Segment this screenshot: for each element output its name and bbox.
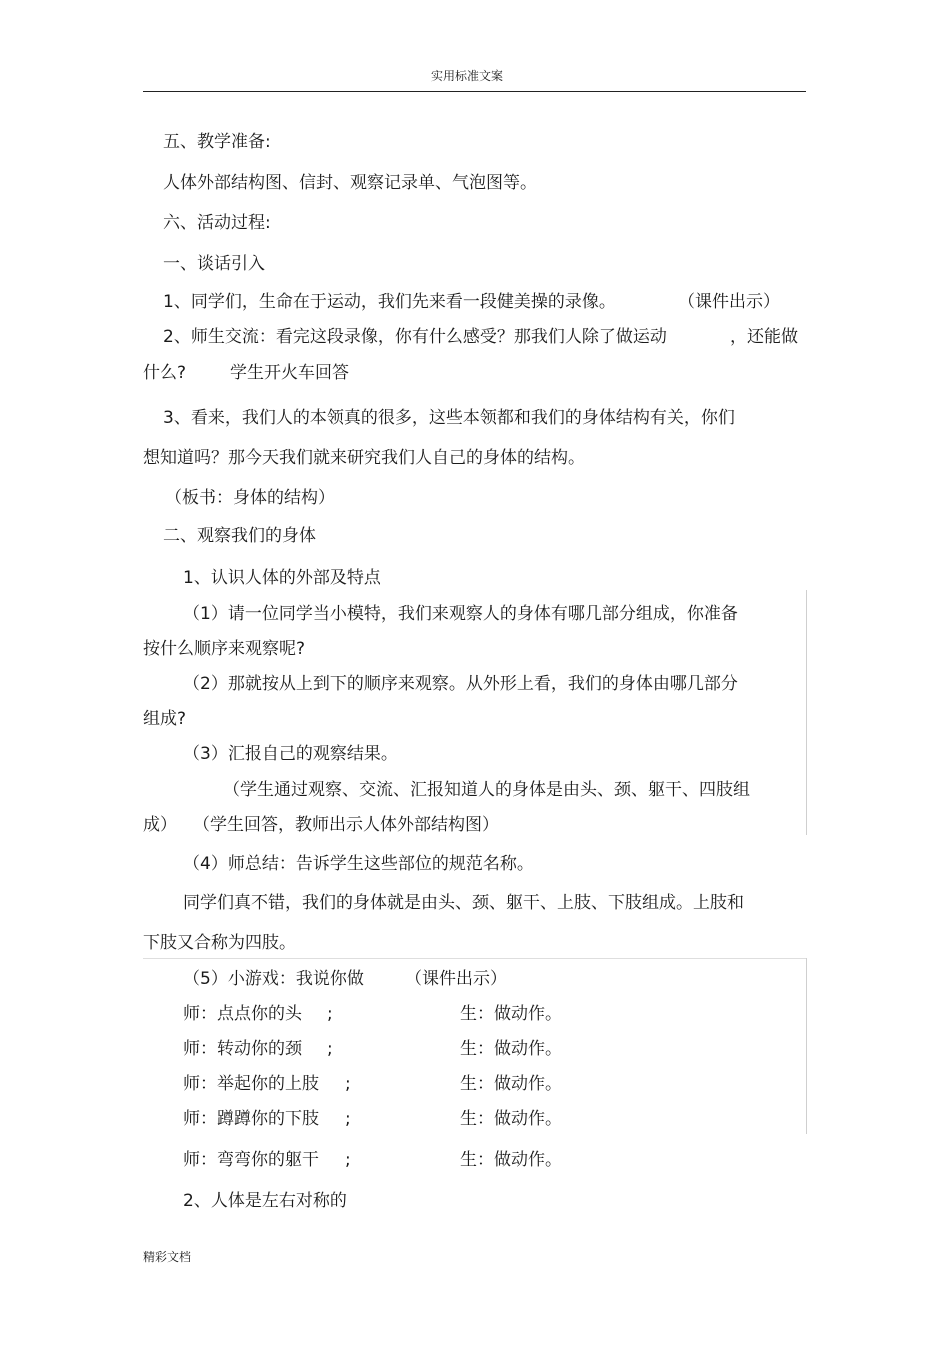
paragraph: 按什么顺序来观察呢? <box>143 639 306 659</box>
frame-line-right-2 <box>806 958 807 1134</box>
paragraph: （2）那就按从上到下的顺序来观察。从外形上看，我们的身体由哪几部分 <box>183 674 738 694</box>
paragraph: 成） <box>143 815 177 835</box>
game-separator: ; <box>345 1109 351 1129</box>
header-rule <box>143 91 806 92</box>
game-student-line: 生：做动作。 <box>460 1074 562 1094</box>
paragraph: 下肢又合称为四肢。 <box>143 933 296 953</box>
paragraph-note: （课件出示） <box>678 292 780 312</box>
game-teacher-line: 师：蹲蹲你的下肢 <box>183 1109 319 1129</box>
paragraph: 2、师生交流：看完这段录像，你有什么感受？那我们人除了做运动 <box>163 327 667 347</box>
game-student-line: 生：做动作。 <box>460 1039 562 1059</box>
paragraph: 人体外部结构图、信封、观察记录单、气泡图等。 <box>163 173 537 193</box>
frame-line-top-2 <box>143 958 806 959</box>
paragraph: 同学们真不错，我们的身体就是由头、颈、躯干、上肢、下肢组成。上肢和 <box>183 893 744 913</box>
game-student-line: 生：做动作。 <box>460 1150 562 1170</box>
paragraph: （3）汇报自己的观察结果。 <box>183 744 398 764</box>
sub-heading: 1、认识人体的外部及特点 <box>183 568 381 588</box>
game-teacher-line: 师：点点你的头 <box>183 1004 302 1024</box>
paragraph: 想知道吗？那今天我们就来研究我们人自己的身体的结构。 <box>143 448 585 468</box>
game-separator: ; <box>327 1039 333 1059</box>
game-separator: ; <box>345 1074 351 1094</box>
game-separator: ; <box>345 1150 351 1170</box>
sub-heading: 2、人体是左右对称的 <box>183 1191 347 1211</box>
section-heading-prep: 五、教学准备: <box>163 132 271 152</box>
game-teacher-line: 师：弯弯你的躯干 <box>183 1150 319 1170</box>
game-teacher-line: 师：举起你的上肢 <box>183 1074 319 1094</box>
paragraph: ，还能做 <box>730 327 798 347</box>
paragraph: （板书：身体的结构） <box>165 488 335 508</box>
paragraph: 1、同学们，生命在于运动，我们先来看一段健美操的录像。 <box>163 292 616 312</box>
frame-line-right-1 <box>806 590 807 835</box>
paragraph: （4）师总结：告诉学生这些部位的规范名称。 <box>183 854 534 874</box>
section-heading-process: 六、活动过程: <box>163 213 271 233</box>
section-heading: 二、观察我们的身体 <box>163 526 316 546</box>
footer-text: 精彩文档 <box>143 1250 192 1264</box>
game-student-line: 生：做动作。 <box>460 1004 562 1024</box>
paragraph: 什么? <box>143 363 187 383</box>
header-title: 实用标准文案 <box>431 69 504 83</box>
paragraph: 3、看来，我们人的本领真的很多，这些本领都和我们的身体结构有关，你们 <box>163 408 735 428</box>
paragraph: （1）请一位同学当小模特，我们来观察人的身体有哪几部分组成，你准备 <box>183 604 738 624</box>
game-heading: （5）小游戏：我说你做 <box>183 969 364 989</box>
paragraph: （学生通过观察、交流、汇报知道人的身体是由头、颈、躯干、四肢组 <box>223 780 750 800</box>
game-separator: ; <box>327 1004 333 1024</box>
game-teacher-line: 师：转动你的颈 <box>183 1039 302 1059</box>
paragraph: 组成? <box>143 709 187 729</box>
game-student-line: 生：做动作。 <box>460 1109 562 1129</box>
game-note: （课件出示） <box>405 969 507 989</box>
paragraph: 学生开火车回答 <box>230 363 349 383</box>
paragraph: （学生回答，教师出示人体外部结构图） <box>193 815 499 835</box>
section-heading: 一、谈话引入 <box>163 254 265 274</box>
